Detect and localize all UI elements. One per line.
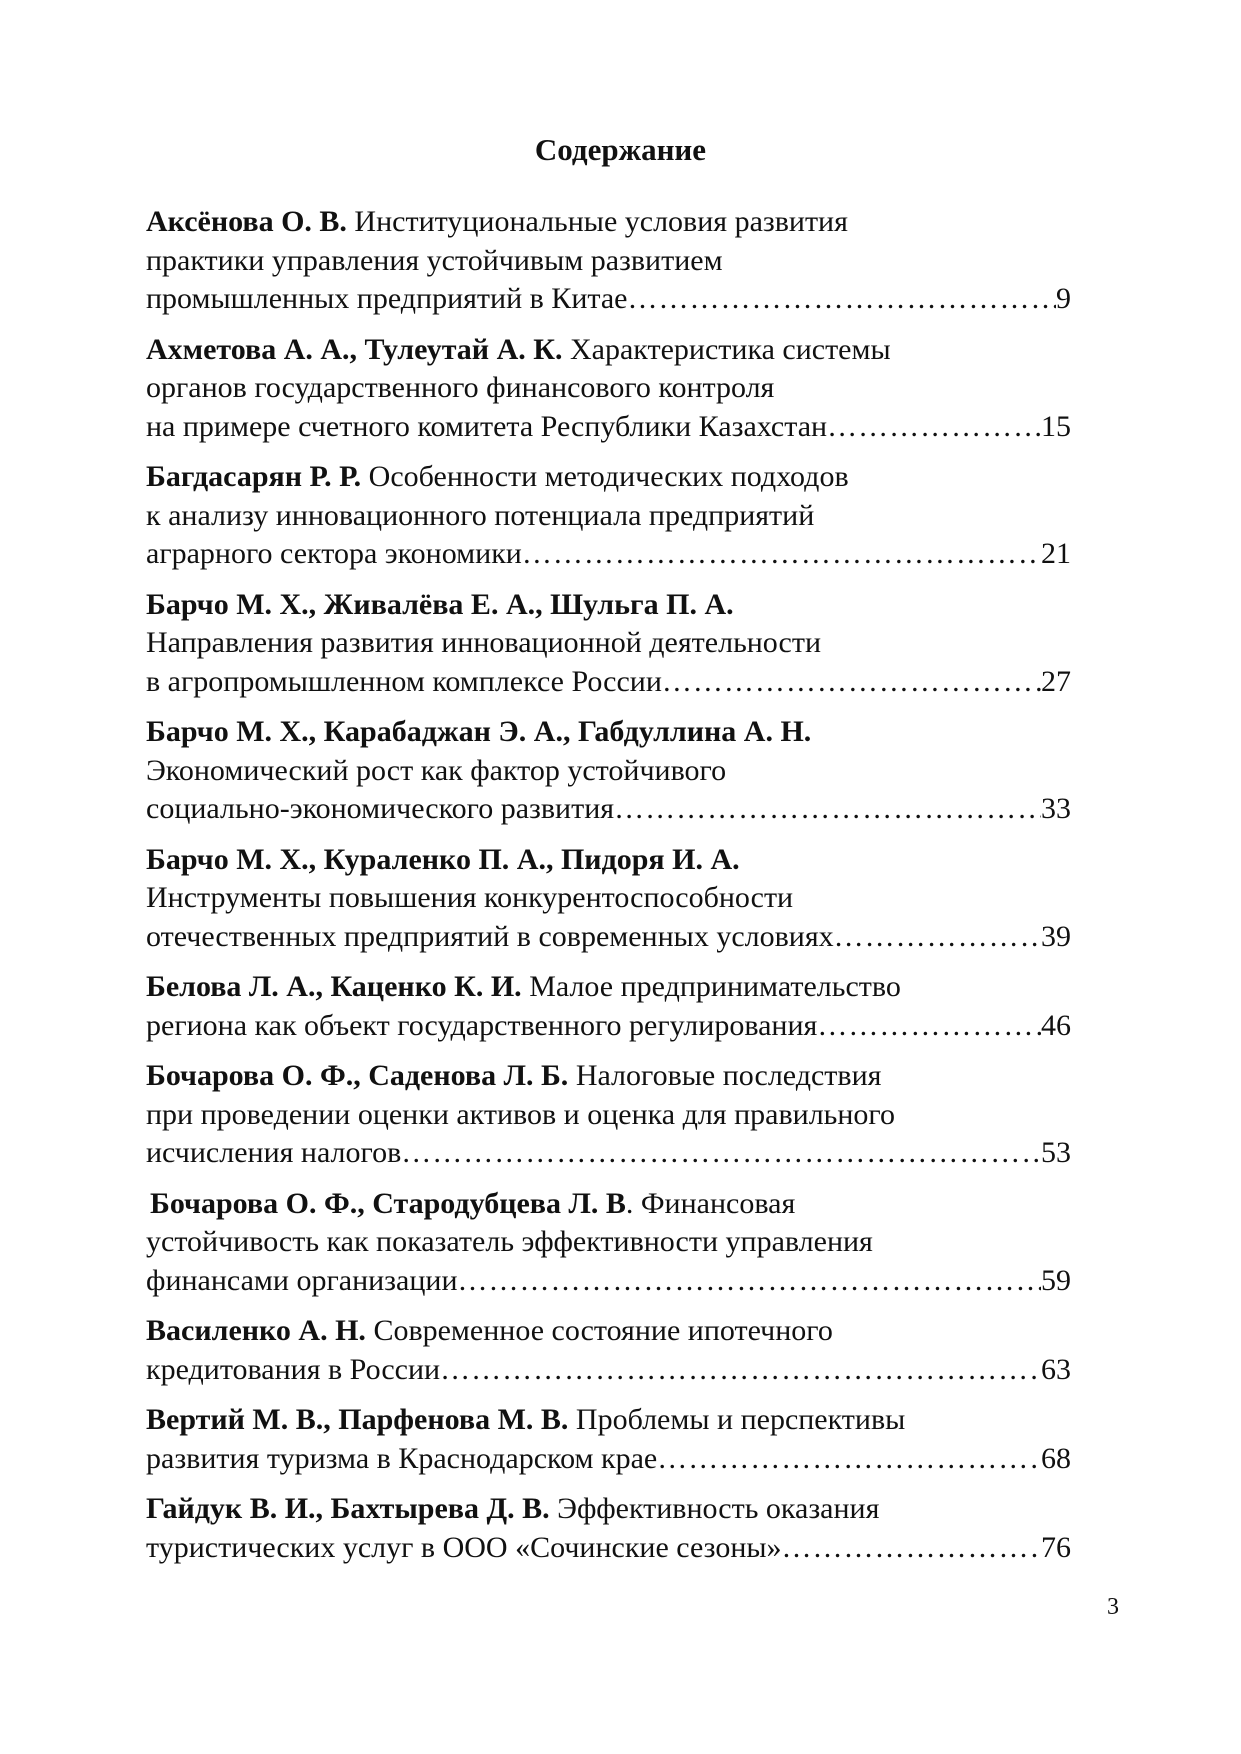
toc-entry <box>146 713 1071 829</box>
toc-entry-text: органов государственного финансового контроля <box>146 371 775 404</box>
toc-entry-text: региона как объект государственного регулирования <box>146 1008 818 1042</box>
toc-entry <box>146 841 1071 957</box>
toc-entry-text: туристических услуг в ООО «Сочинские сезоны» <box>146 1530 782 1564</box>
toc-entry-text: в агропромышленном комплексе России <box>146 664 662 698</box>
toc-entry <box>146 586 1071 702</box>
toc-entry-first-line <box>146 968 1071 1007</box>
toc-entry <box>146 331 1071 447</box>
toc-entry-text: при проведении оценки активов и оценка для правильного <box>146 1097 895 1131</box>
toc-entry-text: Направления развития инновационной деятельности <box>146 626 822 659</box>
toc-entry-authors: Багдасарян Р. Р. <box>146 460 362 493</box>
toc-entry-last-line <box>146 1007 1071 1046</box>
toc-entry-first-line <box>146 1057 1071 1096</box>
toc-entry-text: отечественных предприятий в современных условиях <box>146 919 834 953</box>
toc-entry <box>146 1312 1071 1389</box>
toc-entry-page: 33 <box>1041 792 1071 825</box>
toc-entry-authors: Бочарова О. Ф., Стародубцева Л. В <box>150 1186 626 1220</box>
toc-entry <box>146 1490 1071 1567</box>
toc-entry-page: 76 <box>1041 1530 1071 1564</box>
dot-leader <box>614 790 1041 829</box>
toc-entry-page: 21 <box>1041 537 1071 570</box>
dot-leader <box>657 1440 1041 1479</box>
dot-leader <box>522 535 1041 574</box>
toc-entry-text: Характеристика системы <box>570 332 891 366</box>
dot-leader <box>827 408 1041 447</box>
page-number: 3 <box>1107 1594 1119 1620</box>
toc-entry-first-line <box>146 1312 1071 1351</box>
toc-entry-authors: Аксёнова О. В. <box>146 205 347 238</box>
toc-entry-last-line <box>146 1262 1071 1301</box>
toc-entry-authors: Барчо М. Х., Живалёва Е. А., Шульга П. А. <box>146 587 734 621</box>
toc-entry-page: 15 <box>1041 409 1071 443</box>
toc-entry-last-line <box>146 1134 1071 1173</box>
dot-leader <box>458 1262 1041 1301</box>
toc-entry-text: практики управления устойчивым развитием <box>146 243 723 277</box>
dot-leader <box>627 280 1056 319</box>
toc-entry-text: Проблемы и перспективы <box>575 1403 906 1436</box>
toc-entry-authors: Барчо М. Х., Карабаджан Э. А., Габдуллина А. Н. <box>146 715 812 748</box>
toc-entry-last-line <box>146 535 1071 574</box>
toc-entry-text: Налоговые последствия <box>575 1059 882 1092</box>
toc-entry-first-line <box>146 458 1071 497</box>
dot-leader <box>782 1529 1041 1568</box>
toc-entry <box>146 203 1071 319</box>
toc-entry-text: Особенности методических подходов <box>368 460 849 493</box>
toc-entry-page: 27 <box>1041 664 1071 698</box>
toc-entry-text: Институциональные условия развития <box>354 205 848 238</box>
toc-entry-last-line <box>146 280 1071 319</box>
dot-leader <box>817 1007 1041 1046</box>
toc-entry-page: 39 <box>1041 919 1071 953</box>
toc-entry-text: исчисления налогов <box>146 1136 402 1169</box>
toc-entry-authors: Барчо М. Х., Кураленко П. А., Пидоря И. А. <box>146 842 740 876</box>
toc-entry-text: развития туризма в Краснодарском крае <box>146 1441 658 1475</box>
toc-entry-authors: Белова Л. А., Каценко К. И. <box>146 970 522 1003</box>
toc-entry-page: 9 <box>1056 282 1071 315</box>
toc-entry-page: 53 <box>1041 1136 1071 1169</box>
toc-entry-text: промышленных предприятий в Китае <box>146 282 628 315</box>
toc-entry-authors: Ахметова А. А., Тулеутай А. К. <box>146 332 563 366</box>
toc-entry-text: Инструменты повышения конкурентоспособности <box>146 881 794 914</box>
toc-entry-page: 68 <box>1041 1441 1071 1475</box>
toc-entry <box>146 1057 1071 1173</box>
toc-entry-text: . Финансовая <box>625 1186 796 1220</box>
toc-entry-last-line <box>146 918 1071 957</box>
toc-entry-authors: Гайдук В. И., Бахтырева Д. В. <box>146 1492 550 1525</box>
toc-entry-text: Эффективность оказания <box>557 1492 880 1525</box>
toc-entry-first-line <box>146 1490 1071 1529</box>
dot-leader <box>662 663 1041 702</box>
toc-entry-text: Современное состояние ипотечного <box>373 1314 833 1347</box>
dot-leader <box>401 1134 1041 1173</box>
toc-entry-page: 46 <box>1041 1008 1071 1042</box>
toc-entry-last-line <box>146 1440 1071 1479</box>
toc-entry-last-line <box>146 790 1071 829</box>
dot-leader <box>834 918 1041 957</box>
toc-entry-text: на примере счетного комитета Республики Казахстан <box>146 409 828 443</box>
toc-entry-authors: Бочарова О. Ф., Саденова Л. Б. <box>146 1059 569 1092</box>
toc-entry-text: к анализу инновационного потенциала предприятий <box>146 498 815 532</box>
toc-entry-first-line <box>146 331 1071 370</box>
toc-entry-text: кредитования в России <box>146 1352 441 1386</box>
toc-entry-last-line <box>146 408 1071 447</box>
toc-entry-text: Малое предпринимательство <box>529 970 901 1003</box>
toc-entry-last-line <box>146 663 1071 702</box>
toc-entry <box>146 458 1071 574</box>
toc-entry-text: устойчивость как показатель эффективности управления <box>146 1225 873 1258</box>
page-title: Содержание <box>534 132 707 167</box>
toc-entry-first-line <box>146 203 1071 242</box>
table-of-contents <box>146 203 1071 1579</box>
dot-leader <box>440 1351 1041 1390</box>
toc-entry <box>146 1401 1071 1478</box>
toc-entry-text: аграрного сектора экономики <box>146 537 522 570</box>
toc-entry-first-line <box>146 1401 1071 1440</box>
toc-entry-last-line <box>146 1351 1071 1390</box>
toc-entry-text: финансами организации <box>146 1263 458 1297</box>
toc-entry-page: 63 <box>1041 1352 1071 1386</box>
toc-entry-last-line <box>146 1529 1071 1568</box>
toc-entry-first-line <box>146 1185 1071 1224</box>
toc-entry <box>146 968 1071 1045</box>
toc-entry-authors: Вертий М. В., Парфенова М. В. <box>146 1403 569 1436</box>
toc-entry-text: социально-экономического развития <box>146 792 615 825</box>
toc-entry-page: 59 <box>1041 1263 1071 1297</box>
toc-entry-text: Экономический рост как фактор устойчивого <box>146 753 727 787</box>
toc-entry-authors: Василенко А. Н. <box>146 1314 366 1347</box>
toc-entry <box>146 1185 1071 1301</box>
